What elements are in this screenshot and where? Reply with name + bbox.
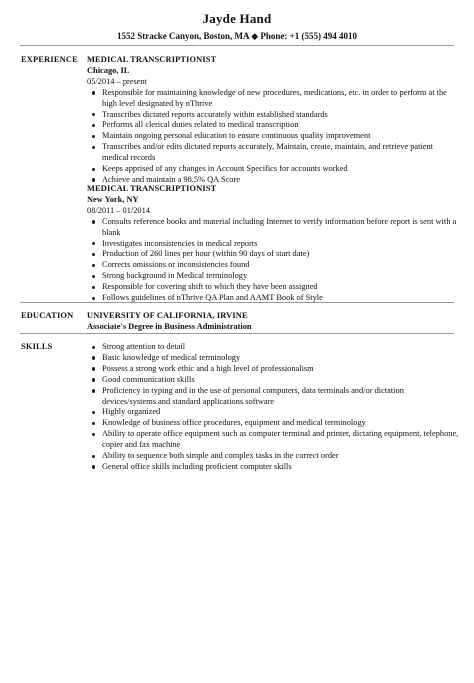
experience-heading: EXPERIENCE: [21, 55, 78, 64]
experience-entry-1: [87, 55, 459, 186]
school-name: UNIVERSITY OF CALIFORNIA, IRVINE: [87, 311, 248, 320]
list-item: Strong background in Medical terminology: [102, 271, 459, 282]
list-item: Responsible for covering shift to which they have been assigned: [102, 282, 459, 293]
list-item: Follows guidelines of nThrive QA Plan and AAMT Book of Style: [102, 293, 459, 304]
job-location: New York, NY: [87, 194, 139, 204]
education-entry: [87, 311, 459, 333]
list-item: Strong attention to detail: [102, 342, 459, 353]
job-dates: 05/2014 – present: [87, 76, 148, 86]
list-item: Ability to operate office equipment such as computer terminal and printer, dictating equipment, telephone, copier and fax machine: [102, 429, 459, 450]
list-item: Highly organized: [102, 407, 459, 418]
list-item: Transcribes and/or edits dictated reports accurately, Maintain, create, maintain, and retrieve patient medical records: [102, 142, 459, 164]
list-item: Achieve and maintain a 98.5% QA Score: [102, 175, 459, 186]
list-item: Maintain ongoing personal education to ensure continuous quality improvement: [102, 131, 459, 142]
skills-heading: SKILLS: [21, 342, 53, 351]
list-item: Keeps apprised of any changes in Account Specifics for accounts worked: [102, 164, 459, 175]
degree-name: Associate's Degree in Business Administration: [87, 321, 252, 331]
job-bullet-list: [87, 217, 459, 304]
skills-entry: [87, 342, 459, 473]
list-item: Transcribes dictated reports accurately within established standards: [102, 110, 459, 121]
job-bullet-list: [87, 88, 459, 186]
list-item: Ability to sequence both simple and complex tasks in the correct order: [102, 451, 459, 462]
contact-line: 1552 Stracke Canyon, Boston, MA ◆ Phone: +1 (555) 494 4010: [116, 31, 358, 41]
list-item: Consults reference books and material including Internet to verify information before report is sent with a blank: [102, 217, 459, 239]
list-item: Proficiency in typing and in the use of personal computers, data terminals and/or dictation devices/systems and standard applications software: [102, 386, 459, 408]
list-item: Corrects omissions or inconsistencies found: [102, 260, 459, 271]
list-item: Good communication skills: [102, 375, 459, 386]
section-divider: [20, 333, 454, 334]
section-divider: [20, 302, 454, 303]
header-divider: [20, 45, 454, 46]
education-heading: EDUCATION: [21, 311, 74, 320]
list-item: Production of 260 lines per hour (within 90 days of start date): [102, 249, 459, 260]
job-location: Chicago, IL: [87, 65, 130, 75]
list-item: Investigates inconsistencies in medical reports: [102, 239, 459, 250]
skills-list: [87, 342, 459, 473]
list-item: Possess a strong work ethic and a high level of professionalism: [102, 364, 459, 375]
list-item: General office skills including proficient computer skills: [102, 462, 459, 473]
list-item: Responsible for maintaining knowledge of new procedures, medications, etc. in order to perform at the high level designated by nThrive: [102, 88, 459, 110]
experience-entry-2: [87, 184, 459, 304]
list-item: Knowledge of business office procedures, equipment and medical terminology: [102, 418, 459, 429]
job-title: MEDICAL TRANSCRIPTIONIST: [87, 184, 217, 193]
list-item: Performs all clerical duties related to medical transcription: [102, 120, 459, 131]
list-item: Basic knowledge of medical terminology: [102, 353, 459, 364]
job-title: MEDICAL TRANSCRIPTIONIST: [87, 55, 217, 64]
job-dates: 08/2011 – 01/2014: [87, 205, 150, 215]
candidate-name: Jayde Hand: [202, 11, 272, 26]
